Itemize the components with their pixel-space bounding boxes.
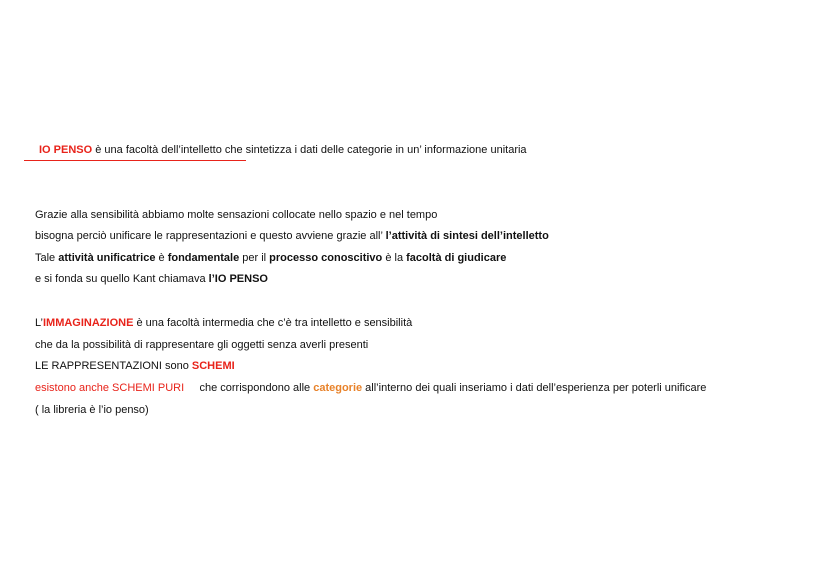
fundamental-bold: fondamentale	[167, 252, 240, 264]
definition-line	[39, 143, 527, 157]
faculty-of-judging-bold: facoltà di giudicare	[406, 252, 507, 264]
library-text: ( la libreria è l’io penso)	[35, 404, 149, 416]
text-is: è	[155, 252, 168, 264]
definition-text: è una facoltà dell’intelletto che sintetizza i dati delle categorie in un’ informazione unitaria	[92, 144, 527, 156]
io-penso-bold: l’IO PENSO	[208, 273, 268, 285]
imagination-term: IMMAGINAZIONE	[42, 317, 134, 329]
sensibility-text: Grazie alla sensibilità abbiamo molte sensazioni collocate nello spazio e nel tempo	[35, 209, 438, 221]
correspond-text: che corrispondono alle	[184, 382, 314, 394]
categories-term: categorie	[313, 382, 363, 394]
sensibility-line	[35, 208, 437, 222]
unify-line	[35, 229, 549, 243]
text-is-the: è la	[382, 252, 407, 264]
representations-text: LE RAPPRESENTAZIONI sono	[35, 360, 192, 372]
represent-text: che da la possibilità di rappresentare gli oggetti senza averli presenti	[35, 339, 369, 351]
text-tale: Tale	[35, 252, 59, 264]
pure-schemes-line	[35, 381, 706, 395]
red-underline-rule	[24, 160, 246, 161]
cognitive-process-bold: processo conoscitivo	[269, 252, 383, 264]
imagination-line	[35, 316, 412, 330]
unifying-activity-bold: attività unificatrice	[58, 252, 156, 264]
unify-text: bisogna perciò unificare le rappresentazioni e questo avviene grazie all’	[35, 230, 386, 242]
synthesis-activity-bold: l’attività di sintesi dell’intelletto	[385, 230, 549, 242]
text-for-the: per il	[239, 252, 270, 264]
io-penso-term: IO PENSO	[39, 144, 93, 156]
pure-schemes-text: esistono anche SCHEMI PURI	[35, 382, 185, 394]
represent-line	[35, 338, 368, 352]
experience-text: all’interno dei quali inseriamo i dati dell’esperienza per poterli unificare	[362, 382, 707, 394]
schemes-term: SCHEMI	[191, 360, 235, 372]
unifying-activity-line	[35, 251, 506, 265]
imagination-text: è una facoltà intermedia che c’è tra intelletto e sensibilità	[133, 317, 413, 329]
library-line	[35, 403, 149, 417]
kant-text: e si fonda su quello Kant chiamava	[35, 273, 209, 285]
text-l-apostrophe: L’	[35, 317, 43, 329]
kant-line	[35, 272, 268, 286]
schemes-line	[35, 359, 235, 373]
